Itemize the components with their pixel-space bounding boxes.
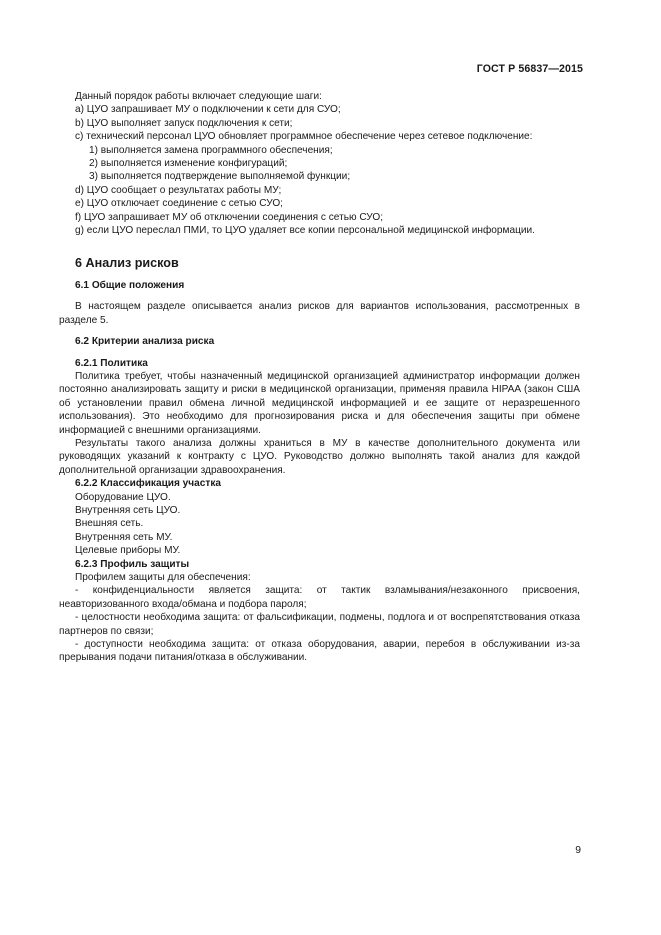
- intro-text: Данный порядок работы включает следующие шаги:: [75, 91, 322, 102]
- sublist-item: 1) выполняется замена программного обеспечения;: [89, 144, 333, 156]
- list-item: c) технический персонал ЦУО обновляет программное обеспечение через сетевое подключение:: [75, 131, 533, 143]
- list-item: Внутренняя сеть МУ.: [75, 531, 173, 543]
- list-item: b) ЦУО выполняет запуск подключения к сети;: [75, 117, 293, 129]
- list-item: - конфиденциальности является защита: от тактик взламывания/незаконного присвоения, неавторизованного входа/обмана и подбора пароля;: [59, 585, 580, 610]
- paragraph: Политика требует, чтобы назначенный медицинской организацией администратор информации должен постоянно анализировать защиту и риски в медицинской организации, применяя правила HIPAA (закон США об установлении правил обмена личной медицинской информацией и ее защите от неразрешенного использования). Это необходимо для прогнозирования риска и для обеспечения защиты при обмене информацией с внешними организациями.: [59, 370, 580, 436]
- list-item: Внутренняя сеть ЦУО.: [75, 504, 181, 516]
- list-item: g) если ЦУО переслал ПМИ, то ЦУО удаляет все копии персональной медицинской информации.: [75, 225, 535, 237]
- sublist-item: 3) выполняется подтверждение выполняемой функции;: [89, 171, 351, 183]
- paragraph: Профилем защиты для обеспечения:: [75, 572, 251, 583]
- document-code: ГОСТ Р 56837—2015: [476, 63, 583, 75]
- clause-heading: 6.2.3 Профиль защиты: [75, 558, 190, 570]
- list-item: - доступности необходима защита: от отказа оборудования, аварии, перебоя в обслуживании из-за прерывания подачи питания/отказа в обслуживании.: [59, 639, 580, 664]
- paragraph: Результаты такого анализа должны храниться в МУ в качестве дополнительного документа или руководящих указаний к контракту с ЦУО. Руководство должно выполнять такой анализ для каждой дополнительной организации здравоохранения.: [59, 437, 580, 476]
- list-item: f) ЦУО запрашивает МУ об отключении соединения с сетью СУО;: [75, 211, 384, 223]
- subsection-heading: 6.1 Общие положения: [75, 279, 185, 291]
- list-item: Оборудование ЦУО.: [75, 491, 171, 503]
- document-body: [59, 90, 580, 665]
- list-item: - целостности необходима защита: от фальсификации, подмены, подлога и от воспрепятствования отказа партнеров по связи;: [59, 612, 580, 637]
- clause-heading: 6.2.1 Политика: [75, 357, 148, 369]
- list-item: Внешняя сеть.: [75, 518, 144, 530]
- sublist-item: 2) выполняется изменение конфигураций;: [89, 158, 288, 170]
- paragraph: В настоящем разделе описывается анализ рисков для вариантов использования, рассмотренных в разделе 5.: [59, 301, 580, 326]
- section-heading: 6 Анализ рисков: [75, 256, 179, 271]
- list-item: a) ЦУО запрашивает МУ о подключении к сети для СУО;: [75, 104, 341, 116]
- clause-heading: 6.2.2 Классификация участка: [75, 478, 221, 490]
- page-number: 9: [575, 845, 581, 856]
- list-item: d) ЦУО сообщает о результатах работы МУ;: [75, 184, 282, 196]
- subsection-heading: 6.2 Критерии анализа риска: [75, 336, 215, 348]
- list-item: e) ЦУО отключает соединение с сетью СУО;: [75, 198, 283, 210]
- list-item: Целевые приборы МУ.: [75, 545, 181, 557]
